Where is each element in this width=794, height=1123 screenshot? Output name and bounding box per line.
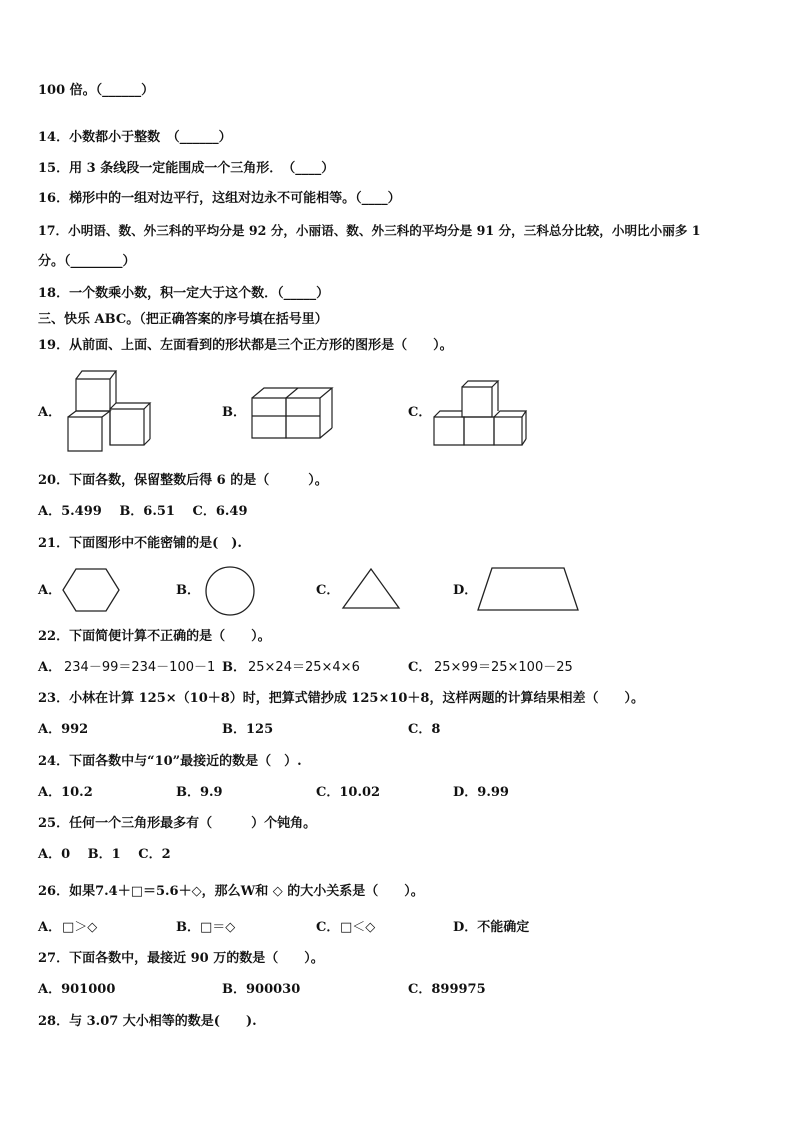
triangle-shape bbox=[342, 568, 400, 610]
question-17: 17．小明语、数、外三科的平均分是 92 分，小丽语、数、外三科的平均分是 91 分，三科总分比较，小明比小丽多 1 bbox=[38, 223, 701, 238]
q19-option-c-label: C． bbox=[408, 405, 432, 420]
q24-option-c: C．10.02 bbox=[316, 785, 381, 800]
q20-options: A．5.499 B．6.51 C．6.49 bbox=[38, 504, 248, 519]
q23-option-b: B．125 bbox=[222, 722, 274, 737]
trapezoid-shape bbox=[476, 566, 580, 612]
q26-option-b-label: B． bbox=[176, 920, 200, 935]
question-28: 28．与 3.07 大小相等的数是( ). bbox=[38, 1014, 257, 1029]
q22-option-a-label: A． bbox=[38, 660, 62, 675]
question-25: 25．任何一个三角形最多有（ ）个钝角。 bbox=[38, 816, 317, 831]
question-21: 21．下面图形中不能密铺的是( ). bbox=[38, 536, 242, 551]
q24-option-b: B．9.9 bbox=[176, 785, 223, 800]
q22-option-b: 25×24＝25×4×6 bbox=[248, 660, 360, 675]
q22-option-b-label: B． bbox=[222, 660, 246, 675]
q19-option-a-label: A． bbox=[38, 405, 62, 420]
q19-option-b-label: B． bbox=[222, 405, 246, 420]
q19-figure-a bbox=[66, 369, 152, 453]
q21-option-c-label: C． bbox=[316, 583, 340, 598]
hexagon-shape bbox=[62, 568, 120, 612]
q26-option-a: □＞◇ bbox=[62, 920, 98, 935]
q26-option-b: □＝◇ bbox=[200, 920, 236, 935]
question-16: 16．梯形中的一组对边平行，这组对边永不可能相等。（____） bbox=[38, 191, 401, 206]
q19-figure-b bbox=[250, 386, 336, 440]
question-22: 22．下面简便计算不正确的是（ ）。 bbox=[38, 629, 271, 644]
section-3-heading: 三、快乐 ABC。（把正确答案的序号填在括号里） bbox=[38, 312, 328, 327]
q22-option-c-label: C． bbox=[408, 660, 432, 675]
q24-option-a: A．10.2 bbox=[38, 785, 93, 800]
question-23: 23．小林在计算 125×（10＋8）时，把算式错抄成 125×10＋8，这样两题的计算结果相差（ ）。 bbox=[38, 691, 644, 706]
q26-option-c: □＜◇ bbox=[340, 920, 376, 935]
q27-option-c: C．899975 bbox=[408, 982, 486, 997]
question-27: 27．下面各数中，最接近 90 万的数是（ ）。 bbox=[38, 951, 324, 966]
continued-line: 100 倍。（______） bbox=[38, 83, 155, 98]
question-18: 18．一个数乘小数，积一定大于这个数．（_____） bbox=[38, 286, 330, 301]
q22-option-a: 234－99＝234－100－1 bbox=[64, 660, 216, 675]
question-20: 20．下面各数，保留整数后得 6 的是（ ）。 bbox=[38, 473, 328, 488]
q26-option-d: D．不能确定 bbox=[453, 920, 530, 935]
q26-option-c-label: C． bbox=[316, 920, 340, 935]
question-17-continued: 分。（________） bbox=[38, 254, 136, 269]
question-15: 15．用 3 条线段一定能围成一个三角形． （____） bbox=[38, 161, 335, 176]
q21-option-b-label: B． bbox=[176, 583, 200, 598]
q23-option-a: A．992 bbox=[38, 722, 89, 737]
q23-option-c: C．8 bbox=[408, 722, 441, 737]
q24-option-d: D．9.99 bbox=[453, 785, 509, 800]
q21-option-d-label: D． bbox=[453, 583, 478, 598]
q19-figure-c bbox=[432, 379, 528, 447]
q26-option-a-label: A． bbox=[38, 920, 62, 935]
question-24: 24．下面各数中与“10”最接近的数是（ ）. bbox=[38, 754, 302, 769]
q27-option-a: A．901000 bbox=[38, 982, 116, 997]
q22-option-c: 25×99＝25×100－25 bbox=[434, 660, 573, 675]
q21-option-a-label: A． bbox=[38, 583, 62, 598]
circle-shape bbox=[204, 565, 256, 617]
question-14: 14．小数都小于整数 （______） bbox=[38, 130, 232, 145]
question-26: 26．如果7.4＋□＝5.6＋◇，那么W和 ◇ 的大小关系是（ ）。 bbox=[38, 884, 424, 899]
question-19: 19．从前面、上面、左面看到的形状都是三个正方形的图形是（ ）。 bbox=[38, 338, 453, 353]
q27-option-b: B．900030 bbox=[222, 982, 301, 997]
q25-options: A．0 B．1 C．2 bbox=[38, 847, 171, 862]
